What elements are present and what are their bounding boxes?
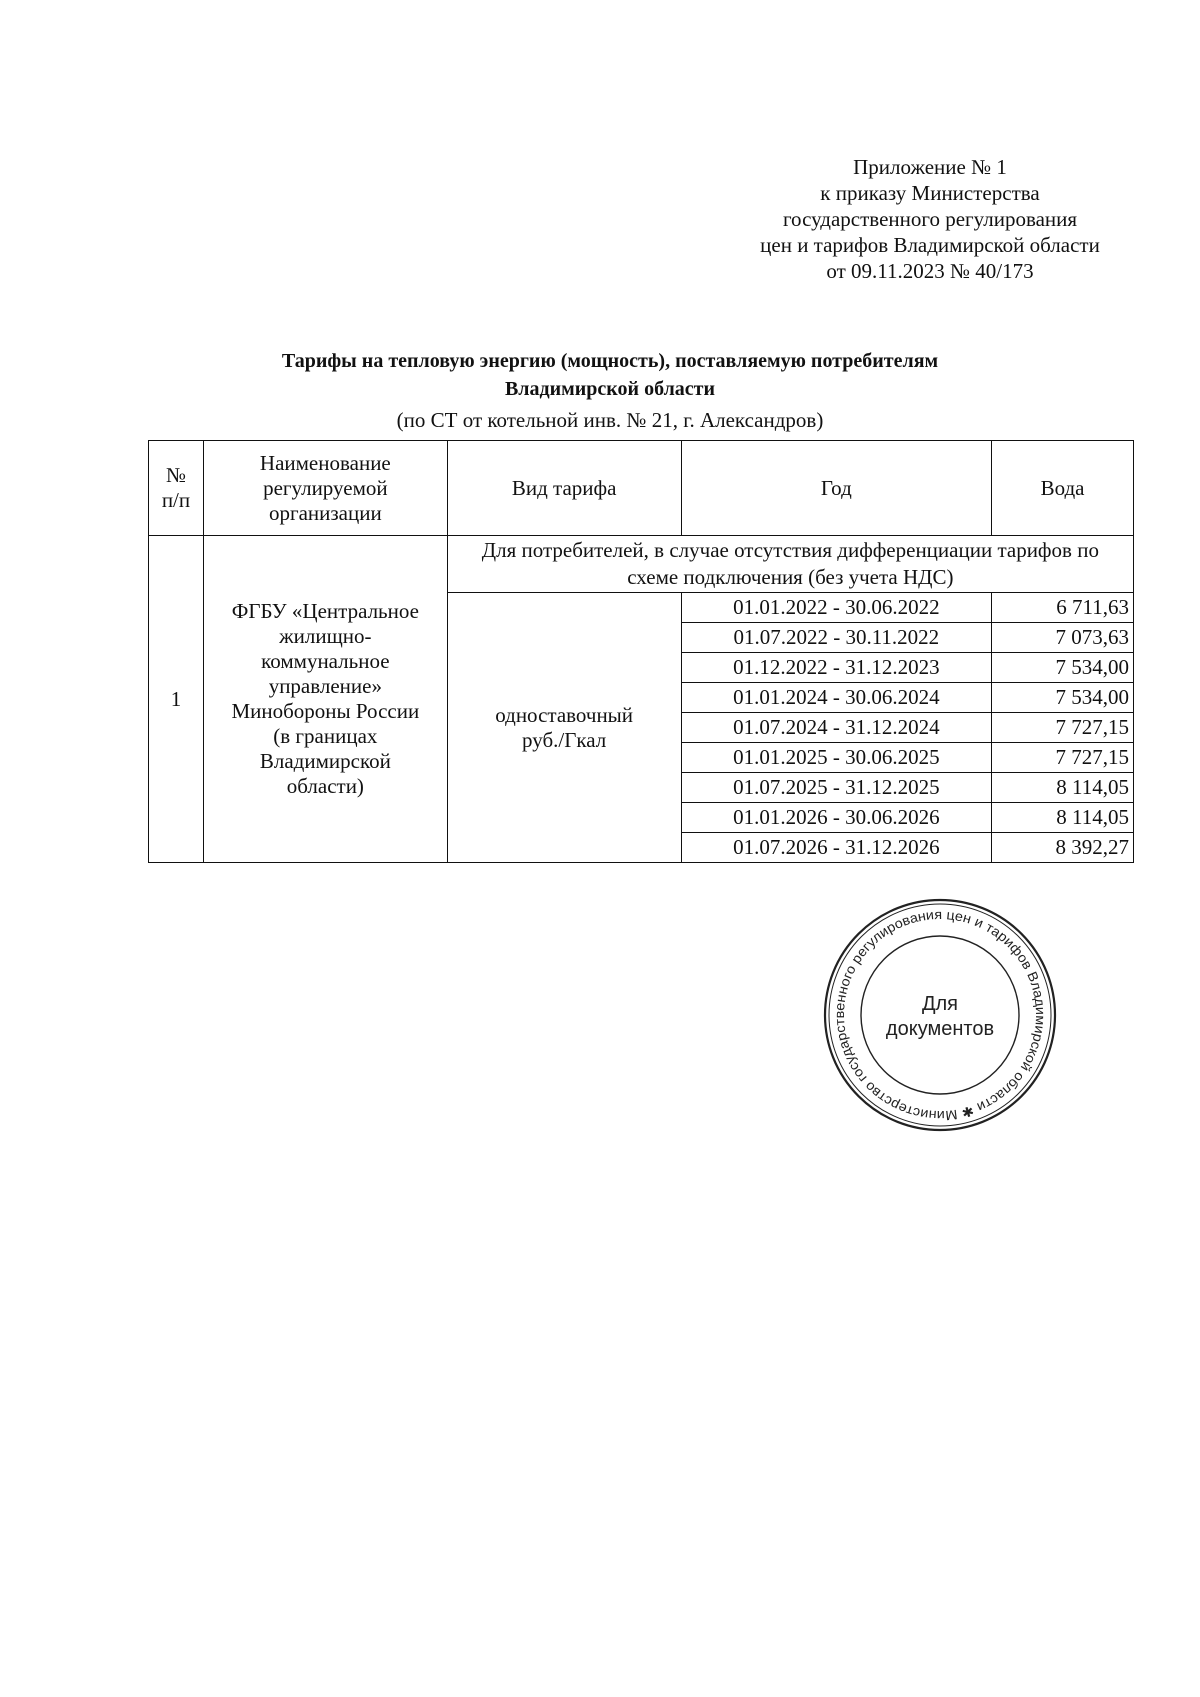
tariff-unit-line: руб./Гкал (522, 727, 607, 752)
period-cell: 01.01.2022 - 30.06.2022 (681, 593, 992, 623)
period-cell: 01.01.2026 - 30.06.2026 (681, 803, 992, 833)
seal-center-line-1: Для (921, 993, 959, 1015)
value-cell: 7 073,63 (992, 623, 1134, 653)
seal-inner-ring (861, 936, 1019, 1094)
header-organization: Наименование регулируемой организации (203, 441, 447, 536)
value-cell: 6 711,63 (992, 593, 1134, 623)
header-water: Вода (992, 441, 1134, 536)
appendix-line: цен и тарифов Владимирской области (760, 233, 1100, 257)
value-cell: 7 534,00 (992, 653, 1134, 683)
organization-line: Владимирской (259, 749, 391, 773)
period-cell: 01.07.2024 - 31.12.2024 (681, 713, 992, 743)
period-cell: 01.01.2024 - 30.06.2024 (681, 683, 992, 713)
table-group-row (149, 536, 1134, 593)
organization-line: управление» (268, 674, 382, 698)
period-cell: 01.07.2025 - 31.12.2025 (681, 773, 992, 803)
tariff-table (148, 440, 1134, 863)
value-cell: 8 392,27 (992, 833, 1134, 863)
seal-center-line-2: документов (885, 1018, 995, 1040)
organization-cell (203, 536, 447, 863)
row-number-cell: 1 (149, 536, 204, 863)
tariff-type-cell (447, 593, 681, 863)
organization-line: (в границах (273, 724, 378, 748)
document-subtitle: (по СТ от котельной инв. № 21, г. Александров) (396, 408, 824, 432)
appendix-line: к приказу Министерства (820, 181, 1040, 205)
value-cell: 7 727,15 (992, 713, 1134, 743)
seal-ring-text: Министерство государственного регулирования цен и тарифов Владимирской области ✱ (831, 906, 1049, 1124)
seal-outer-ring-inner (829, 904, 1051, 1126)
value-cell: 8 114,05 (992, 803, 1134, 833)
official-seal-stamp (822, 897, 1058, 1133)
period-cell: 01.07.2022 - 30.11.2022 (681, 623, 992, 653)
appendix-block (730, 154, 1130, 284)
document-title (180, 347, 1040, 403)
table-header-row (149, 441, 1134, 536)
consumer-group-label: Для потребителей, в случае отсутствия дифференциации тарифов по схеме подключения (без учета НДС) (447, 536, 1133, 593)
organization-line: области) (286, 774, 364, 798)
seal-graphic (822, 897, 1058, 1133)
header-year: Год (681, 441, 992, 536)
title-line-2: Владимирской области (504, 378, 716, 400)
title-line-1: Тарифы на тепловую энергию (мощность), поставляемую потребителям (281, 350, 939, 372)
period-cell: 01.07.2026 - 31.12.2026 (681, 833, 992, 863)
header-number: № п/п (149, 441, 204, 536)
period-cell: 01.01.2025 - 30.06.2025 (681, 743, 992, 773)
tariff-type-line: одноставочный (495, 702, 634, 727)
header-tariff-type: Вид тарифа (447, 441, 681, 536)
appendix-line: государственного регулирования (782, 207, 1078, 231)
organization-line: коммунальное (261, 649, 390, 673)
appendix-line: от 09.11.2023 № 40/173 (826, 259, 1034, 283)
value-cell: 7 534,00 (992, 683, 1134, 713)
organization-line: ФГБУ «Центральное (231, 599, 419, 623)
appendix-line: Приложение № 1 (853, 155, 1007, 179)
value-cell: 7 727,15 (992, 743, 1134, 773)
period-cell: 01.12.2022 - 31.12.2023 (681, 653, 992, 683)
organization-line: Минобороны России (231, 699, 420, 723)
seal-outer-ring (825, 900, 1055, 1130)
value-cell: 8 114,05 (992, 773, 1134, 803)
organization-line: жилищно- (279, 624, 372, 648)
